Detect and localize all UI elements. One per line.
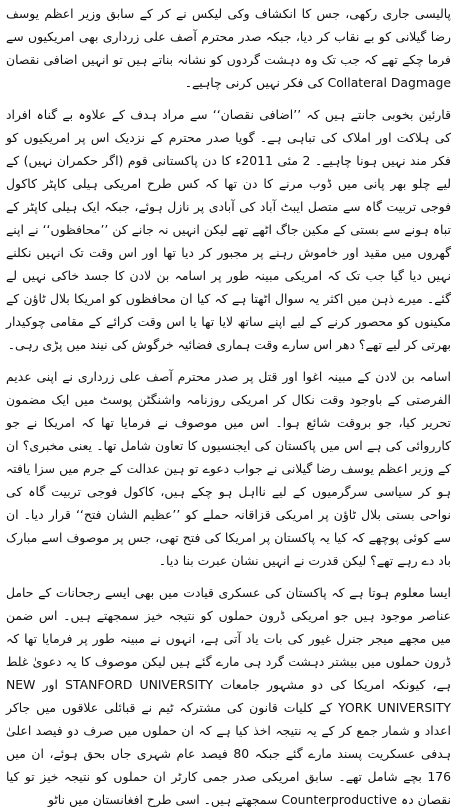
paragraph-collateral-damage: پالیسی جاری رکھی، جس کا انکشاف وکی لیکس نے کر کے سابق وزیر اعظم یوسف رضا گیلانی کو بے نقاب کر دیا، جبکہ صدر محترم آصف علی زرداری بھی امریکیوں سے فرما چکے تھے کہ جب تک وہ دہشت گردوں کو نشانہ بناتے ہیں تو انہیں اضافی نقصان Collateral Dagmage کی فکر نہیں کرنی چاہیے۔ [6, 6, 451, 90]
paragraph-abbottabad-raid: قارئین بخوبی جانتے ہیں کہ ’’اضافی نقصان‘‘ سے مراد ہدف کے علاوہ بے گناہ افراد کی ہلاکت اور املاک کی تباہی ہے۔ گویا صدر محترم کے نزدیک اس پر امریکیوں کو فکر مند نہیں ہونا چاہیے۔ 2 مئی 2011ء کا دن پاکستانی قوم (اگر حکمران نہیں) کے لیے چلو بھر پانی میں ڈوب مرنے کا دن تھا کہ کس طرح امریکی ہیلی کاپٹر کاکول فوجی تربیت گاہ سے متصل ایبٹ آباد کی آبادی پر نازل ہوئے، جبکہ ایک ہیلی کاپٹر کے تباہ ہونے سے بستی کے مکین جاگ اٹھے تھے لیکن انہیں نہ جانے کن ’’محافظوں‘‘ نے اپنے گھروں میں مقید اور خاموش رہنے پر مجبور کر دیا تھا اور اس وقت تک انہیں نکلنے نہیں دیا گیا جب تک کہ امریکی مبینہ طور پر اسامہ بن لادن کا جسد خاکی نہیں لے گئے۔ میرے ذہن میں اکثر یہ سوال اٹھتا ہے کہ کیا ان محافظوں کو امریکا بلال ٹاؤن کے مکینوں کو محصور کرنے کے لیے اپنے ساتھ لایا تھا یا اس وقت کرائے کے مقامی چوکیدار بھرتی کر لیے تھے؟ دھر اس سارے وقت ہماری فضائیہ خرگوش کی نیند میں پڑی رہی۔ [6, 107, 451, 352]
paragraph-zardari-article: اسامہ بن لادن کے مبینہ اغوا اور قتل پر صدر محترم آصف علی زرداری نے اپنی عدیم الفرصتی کے باوجود وقت نکال کر امریکی روزنامہ واشنگٹن پوسٹ میں ایک مضمون تحریر کیا، جو بروقت شائع ہوا۔ اس میں موصوف نے فرمایا تھا کہ امریکا نے جو کارروائی کی ہے اس میں پاکستان کی ایجنسیوں کا تعاون شامل تھا۔ یعنی مخبری؟ ان کے وزیر اعظم یوسف رضا گیلانی نے جواب دعوے تو ہین عدالت کے جرم میں سزا یافتہ ہو کر سیاسی سرگرمیوں کے لیے نااہل ہو چکے ہیں، کاکول فوجی تربیت گاہ کی نواحی بستی بلال ٹاؤن پر امریکی قزاقانہ حملے کو ’’عظیم الشان فتح‘‘ قرار دیا۔ ان سے کوئی پوچھے کہ کیا یہ پاکستان پر امریکا کی فتح تھی، جس پر موصوف اسے مبارک باد دے رہے تھے؟ لیکن قدرت نے انہیں نشان عبرت بنا دیا۔ [6, 369, 451, 568]
paragraph-drone-attacks: ایسا معلوم ہوتا ہے کہ پاکستان کی عسکری قیادت میں بھی ایسے رجحانات کے حامل عناصر موجود ہیں جو امریکی ڈرون حملوں کو نتیجہ خیز سمجھتے ہیں۔ اس ضمن میں مجھے میجر جنرل غیور کی بات یاد آتی ہے، انہوں نے مبینہ طور پر فرمایا تھا کہ ڈرون حملوں میں بیشتر دہشت گرد ہی مارے گئے ہیں لیکن موصوف کا یہ دعویٰ غلط ہے، کیونکہ امریکا کی دو مشہور جامعات STANFORD UNIVERSITY اور NEW YORK UNIVERSITY کے کلیات قانون کی مشترکہ ٹیم نے قبائلی علاقوں میں جاکر اعداد و شمار جمع کر کے یہ نتیجہ اخذ کیا ہے کہ ان حملوں میں صرف دو فیصد اعلیٰ ہدفی عسکریت پسند مارے گئے جبکہ 80 فیصد عام شہری جاں بحق ہوئے، ان میں 176 بچے شامل تھے۔ سابق امریکی صدر جمی کارٹر ان حملوں کو نتیجہ خیز تو کیا نقصان دہ Counterproductive سمجھتے ہیں۔ اسی طرح افغانستان میں ناٹو [6, 585, 452, 807]
